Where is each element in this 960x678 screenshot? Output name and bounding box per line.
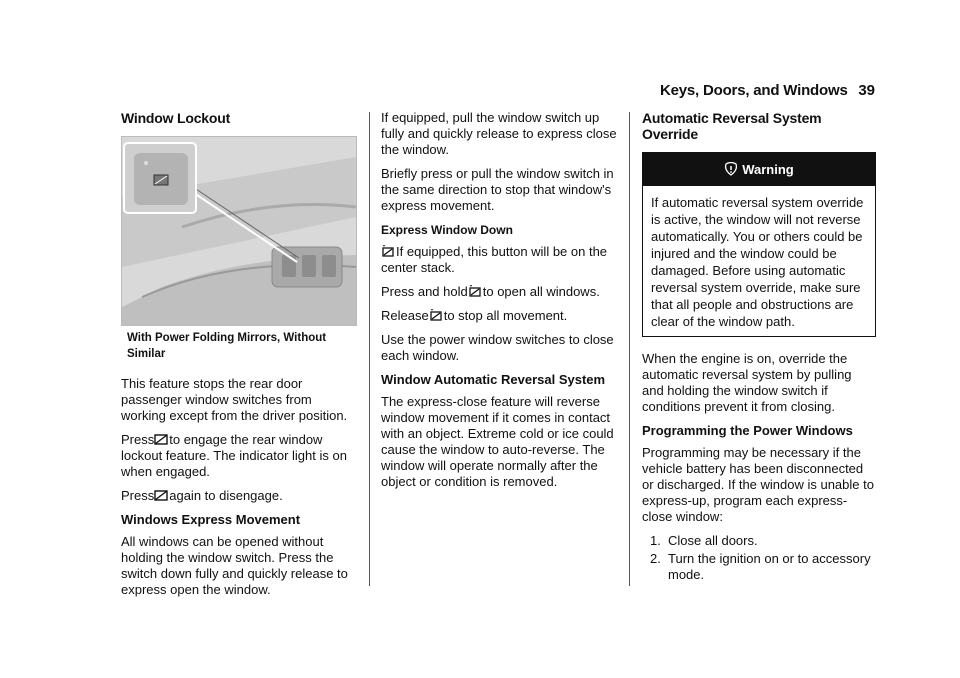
paragraph: Use the power window switches to close each window.: [381, 332, 614, 363]
text: to engage the rear window lockout feature. The indicator light is on when engaged.: [121, 432, 347, 479]
warning-icon: [724, 162, 738, 176]
paragraph-press-lockout: [121, 432, 357, 480]
text: Press and hold: [381, 284, 468, 299]
list-item: [642, 551, 876, 583]
express-window-down-icon: [429, 308, 443, 322]
paragraph-release: [381, 308, 617, 324]
paragraph-press-again: [121, 488, 357, 504]
column-2: [381, 110, 617, 498]
paragraph: Programming may be necessary if the vehicle battery has been disconnected or discharged. If the window is unable to express-up, program each express-close window:: [642, 445, 874, 524]
door-panel-drawing: [122, 137, 356, 325]
page-number: 39: [858, 82, 875, 99]
express-window-down-icon: [381, 244, 395, 258]
paragraph: If equipped, pull the window switch up fully and quickly release to express close the window.: [381, 110, 617, 157]
paragraph: Briefly press or pull the window switch in the same direction to stop that window's express movement.: [381, 166, 614, 213]
heading-express-movement: Windows Express Movement: [121, 512, 301, 527]
paragraph-press-hold: [381, 284, 617, 300]
text: If equipped, this button will be on the center stack.: [381, 244, 608, 275]
paragraph: This feature stops the rear door passenger window switches from working except from the driver position.: [121, 376, 348, 423]
warning-header: [643, 153, 875, 186]
figure-caption: With Power Folding Mirrors, Without Similar: [127, 332, 327, 360]
step-text: Close all doors.: [668, 533, 758, 548]
paragraph: The express-close feature will reverse window movement if it comes in contact with an object. Extreme cold or ice could cause the window to auto-reverse. The window will operate normally after the object or condition is removed.: [381, 394, 614, 489]
paragraph-equipped: [381, 244, 617, 276]
text: Release: [381, 308, 429, 323]
window-lockout-icon: [154, 432, 168, 446]
step-number: 2.: [650, 551, 661, 566]
list-item: [642, 533, 876, 549]
text: to open all windows.: [482, 284, 600, 299]
column-divider: [369, 112, 370, 586]
section-title: Keys, Doors, and Windows: [660, 82, 848, 99]
step-number: 1.: [650, 533, 661, 548]
paragraph: When the engine is on, override the automatic reversal system by pulling and holding the window switch if conditions prevent it from closing.: [642, 351, 852, 414]
paragraph: All windows can be opened without holding the window switch. Press the switch down fully and quickly release to express open the window.: [121, 534, 348, 597]
text: Press: [121, 432, 155, 447]
page-header: [660, 82, 875, 102]
steps-list: [642, 533, 876, 583]
text: Press: [121, 488, 155, 503]
heading-reversal-system: Window Automatic Reversal System: [381, 372, 606, 387]
express-window-down-icon: [468, 284, 482, 298]
door-panel-illustration: [121, 136, 357, 326]
warning-text: If automatic reversal system override is active, the window will not reverse automatically. You or others could be injured and the window could be damaged. Before using automatic reversal system override, make sure that all people and obstructions are clear of the window path.: [651, 195, 864, 329]
column-1: [121, 110, 357, 606]
window-lockout-icon: [154, 488, 168, 502]
text: again to disengage.: [169, 488, 283, 503]
heading-programming: Programming the Power Windows: [642, 423, 853, 438]
column-divider: [629, 112, 630, 586]
subheading-express-down: Express Window Down: [381, 223, 513, 237]
warning-title: Warning: [742, 162, 794, 177]
heading-reversal-override: Automatic Reversal System Override: [642, 110, 822, 142]
heading-window-lockout: Window Lockout: [121, 110, 231, 126]
text: to stop all movement.: [443, 308, 568, 323]
column-3: [642, 110, 876, 585]
step-text: Turn the ignition on or to accessory mode.: [668, 551, 871, 582]
warning-box: [642, 152, 876, 337]
